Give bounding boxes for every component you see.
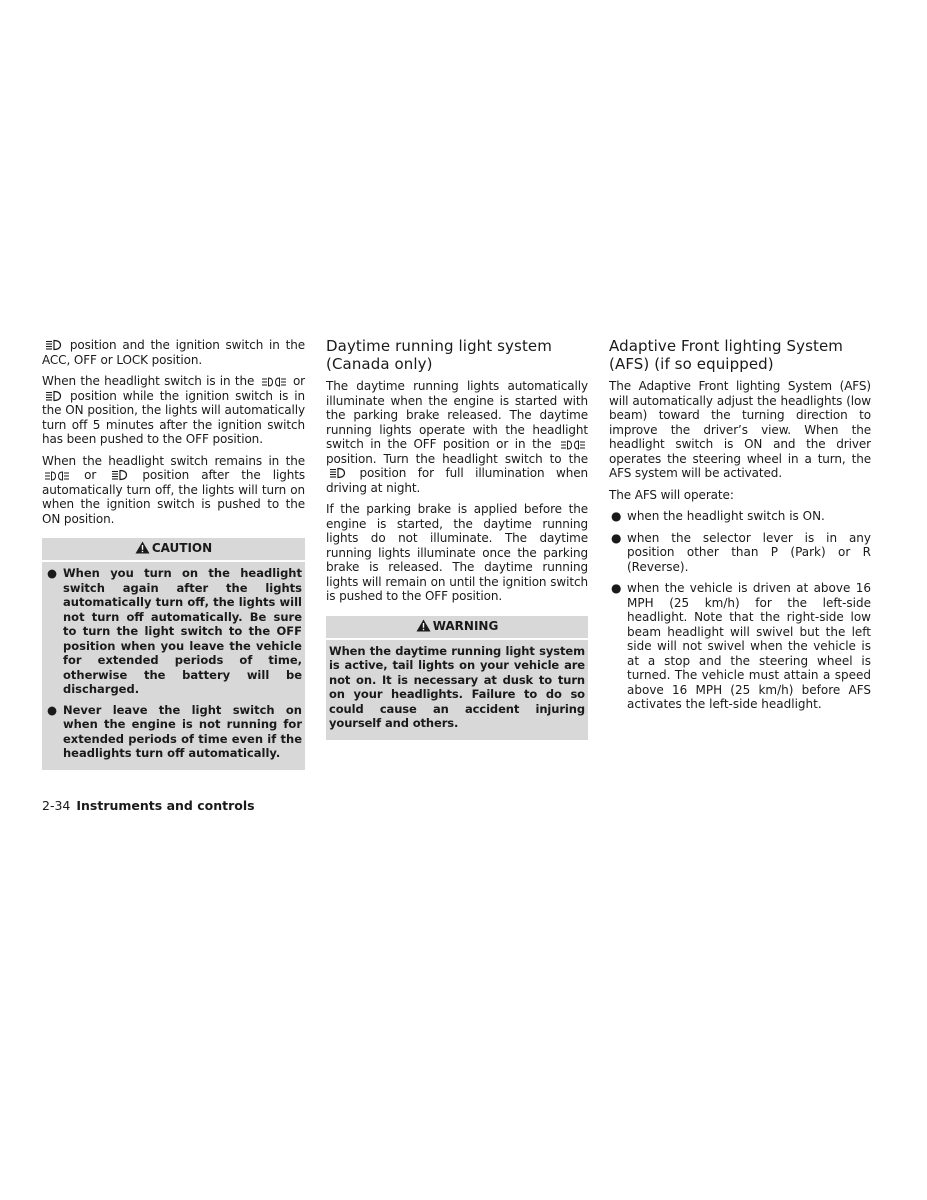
list-item: ● when the selector lever is in any position other than P (Park) or R (Reverse).	[611, 530, 871, 574]
caution-header: CAUTION	[42, 538, 305, 562]
headlight-icon	[44, 339, 62, 351]
paragraph-auto-on: When the headlight switch remains in the or position after the lights automatically turn off, the lights will turn on when the ignition switch is pushed to the ON position.	[42, 453, 305, 526]
headlight-icon	[328, 467, 346, 479]
paragraph-afs-operate: The AFS will operate:	[609, 487, 734, 502]
heading-daytime-running-lights: Daytime running light system (Canada only)	[326, 337, 552, 373]
warning-text: When the daytime running light system is active, tail lights on your vehicle are not on. It is necessary at dusk to turn on your headlights. Failure to do so could cause an accident injuring yourself and others.	[329, 643, 585, 730]
headlight-icon	[110, 469, 128, 481]
warning-triangle-icon	[416, 618, 431, 638]
caution-box	[42, 538, 305, 770]
afs-conditions-list	[609, 509, 871, 712]
list-item: ● when the headlight switch is ON.	[611, 509, 825, 523]
headlight-icon	[44, 390, 62, 402]
paragraph-auto-off: When the headlight switch is in the or position while the ignition switch is in the ON position, the lights will automatically turn off 5 minutes after the ignition switch has been pushed to the OFF position.	[42, 374, 306, 446]
paragraph-drl-operation: The daytime running lights automatically illuminate when the engine is started with the parking brake released. The daytime running lights operate with the headlight switch in the OFF position or in the position. Turn the headlight switch to the position for full illumination when driving at night.	[326, 379, 588, 495]
warning-header: WARNING	[326, 616, 588, 640]
paragraph-afs-description: The Adaptive Front lighting System (AFS) will automatically adjust the headlights (low beam) toward the turning direction to improve the driver’s view. When the headlight switch is ON and the driver operates the steering wheel in a turn, the AFS system will be activated.	[609, 379, 871, 480]
column-left	[42, 338, 305, 770]
caution-list	[45, 566, 302, 761]
column-right	[609, 338, 871, 719]
list-item: ● When you turn on the headlight switch again after the lights automatically turn off, the lights will not turn off automatically. Be sure to turn the light switch to the OFF position when you leave the vehicle for extended periods of time, otherwise the battery will be discharged.	[47, 566, 302, 696]
parking-light-icon	[261, 377, 287, 387]
warning-box	[326, 616, 588, 740]
parking-light-icon	[560, 440, 586, 450]
list-item: ● Never leave the light switch on when the engine is not running for extended periods of time even if the headlights turn off automatically.	[47, 702, 302, 760]
warning-triangle-icon	[135, 540, 150, 560]
section-title: Instruments and controls	[76, 798, 255, 813]
paragraph-ignition-position: position and the ignition switch in the ACC, OFF or LOCK position.	[42, 338, 305, 367]
list-item: ● when the vehicle is driven at above 16 MPH (25 km/h) for the left-side headlight. Note that the right-side low beam headlight will swivel but the left side will not swivel when the vehicle is at a stop and the steering wheel is turned. The vehicle must attain a speed above 16 MPH (25 km/h) before AFS activates the left-side headlight.	[611, 581, 871, 711]
page-footer	[42, 798, 255, 813]
page-number: 2-34	[42, 798, 71, 813]
column-middle	[326, 338, 588, 740]
parking-light-icon	[44, 471, 70, 481]
paragraph-parking-brake: If the parking brake is applied before the engine is started, the daytime running lights do not illuminate. The daytime running lights illuminate once the parking brake is released. The daytime running lights will remain on until the ignition switch is pushed to the OFF position.	[326, 502, 588, 603]
heading-afs: Adaptive Front lighting System (AFS) (if so equipped)	[609, 337, 844, 373]
